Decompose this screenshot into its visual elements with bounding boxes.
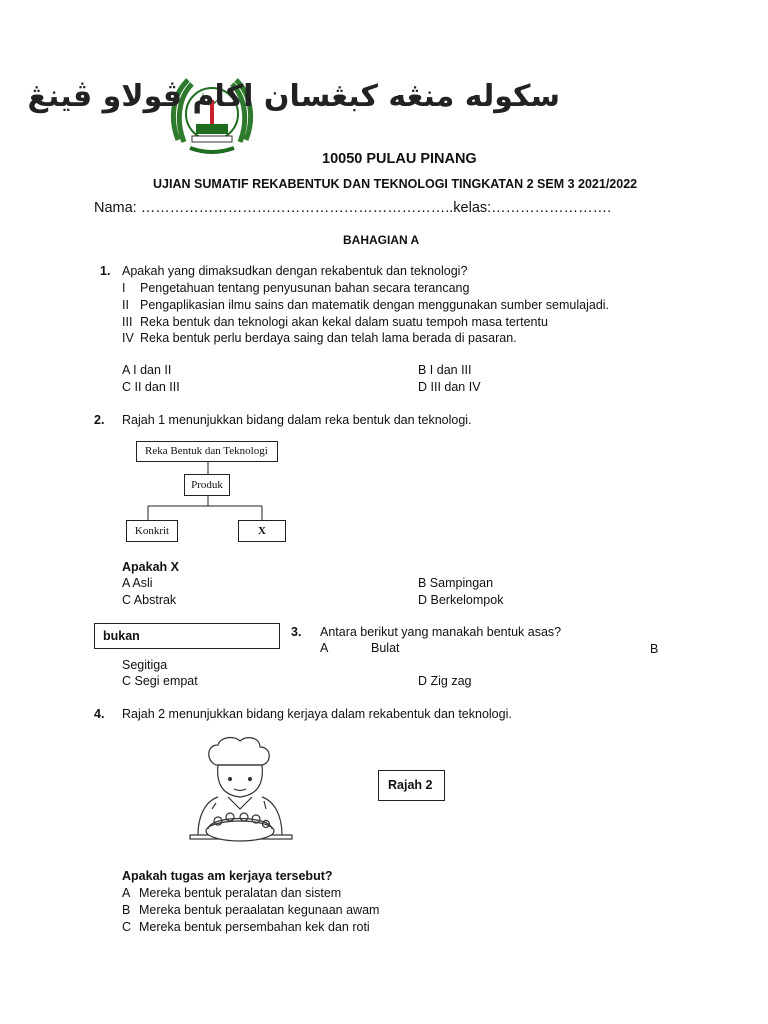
section-title: BAHAGIAN A [343, 233, 420, 247]
q1-statement-roman: III [122, 315, 133, 329]
q1-option-b: B I dan III [418, 363, 472, 377]
q4-option-letter: C [122, 920, 132, 934]
q3-option-d: D Zig zag [418, 674, 472, 688]
q1-option-a: A I dan II [122, 363, 172, 377]
chef-illustration [188, 735, 294, 855]
q2-text: Rajah 1 menunjukkan bidang dalam reka bentuk dan teknologi. [122, 413, 472, 427]
diagram-box-left: Konkrit [126, 520, 178, 542]
q2-option-d: D Berkelompok [418, 593, 504, 607]
q1-option-c: C II dan III [122, 380, 180, 394]
q3-option-a-letter: A [320, 641, 329, 655]
rajah-2-label-box: Rajah 2 [378, 770, 445, 801]
q1-statement-text: Reka bentuk dan teknologi akan kekal dalam suatu tempoh masa tertentu [140, 315, 548, 329]
q3-option-b-letter: B [650, 642, 659, 656]
q1-number: 1. [100, 264, 111, 278]
q4-option-text: Mereka bentuk persembahan kek dan roti [139, 920, 370, 934]
q1-statement-text: Pengetahuan tentang penyusunan bahan secara terancang [140, 281, 470, 295]
q4-text: Rajah 2 menunjukkan bidang kerjaya dalam rekabentuk dan teknologi. [122, 707, 512, 721]
q3-option-a-text: Bulat [371, 641, 400, 655]
q3-option-b-text: Segitiga [122, 658, 168, 672]
school-name-jawi: سكوله منڠه كبڠسان اكام ڤولاو ڤينڠ [27, 79, 560, 114]
q1-statement-roman: IV [122, 331, 134, 345]
diagram-box-top: Reka Bentuk dan Teknologi [136, 441, 278, 462]
q1-statement-text: Reka bentuk perlu berdaya saing dan telah lama berada di pasaran. [140, 331, 517, 345]
q4-option-text: Mereka bentuk peraalatan kegunaan awam [139, 903, 380, 917]
q1-statement-roman: I [122, 281, 126, 295]
q3-option-c: C Segi empat [122, 674, 198, 688]
q1-text: Apakah yang dimaksudkan dengan rekabentuk dan teknologi? [122, 264, 468, 278]
q2-number: 2. [94, 413, 105, 427]
q3-text: Antara berikut yang manakah bentuk asas? [320, 625, 562, 639]
q4-number: 4. [94, 707, 105, 721]
diagram-box-middle: Produk [184, 474, 230, 496]
q1-statement-text: Pengaplikasian ilmu sains dan matematik dengan menggunakan sumber semulajadi. [140, 298, 610, 312]
q4-option-letter: B [122, 903, 131, 917]
rajah-1-diagram [122, 436, 290, 548]
q1-option-d: D III dan IV [418, 380, 481, 394]
bukan-box: bukan [94, 623, 280, 649]
diagram-box-right: X [238, 520, 286, 542]
q3-number: 3. [291, 625, 302, 639]
exam-title: UJIAN SUMATIF REKABENTUK DAN TEKNOLOGI TINGKATAN 2 SEM 3 2021/2022 [153, 177, 638, 191]
q2-option-c: C Abstrak [122, 593, 177, 607]
q2-ask: Apakah X [122, 560, 179, 574]
name-class-line: Nama: ………………………………………………………..kelas:……………………. [94, 200, 612, 216]
q2-option-b: B Sampingan [418, 576, 494, 590]
q2-option-a: A Asli [122, 576, 153, 590]
postcode-city: 10050 PULAU PINANG [322, 151, 477, 167]
q4-option-letter: A [122, 886, 131, 900]
q1-statement-roman: II [122, 298, 129, 312]
q4-option-text: Mereka bentuk peralatan dan sistem [139, 886, 342, 900]
q4-ask: Apakah tugas am kerjaya tersebut? [122, 869, 333, 883]
